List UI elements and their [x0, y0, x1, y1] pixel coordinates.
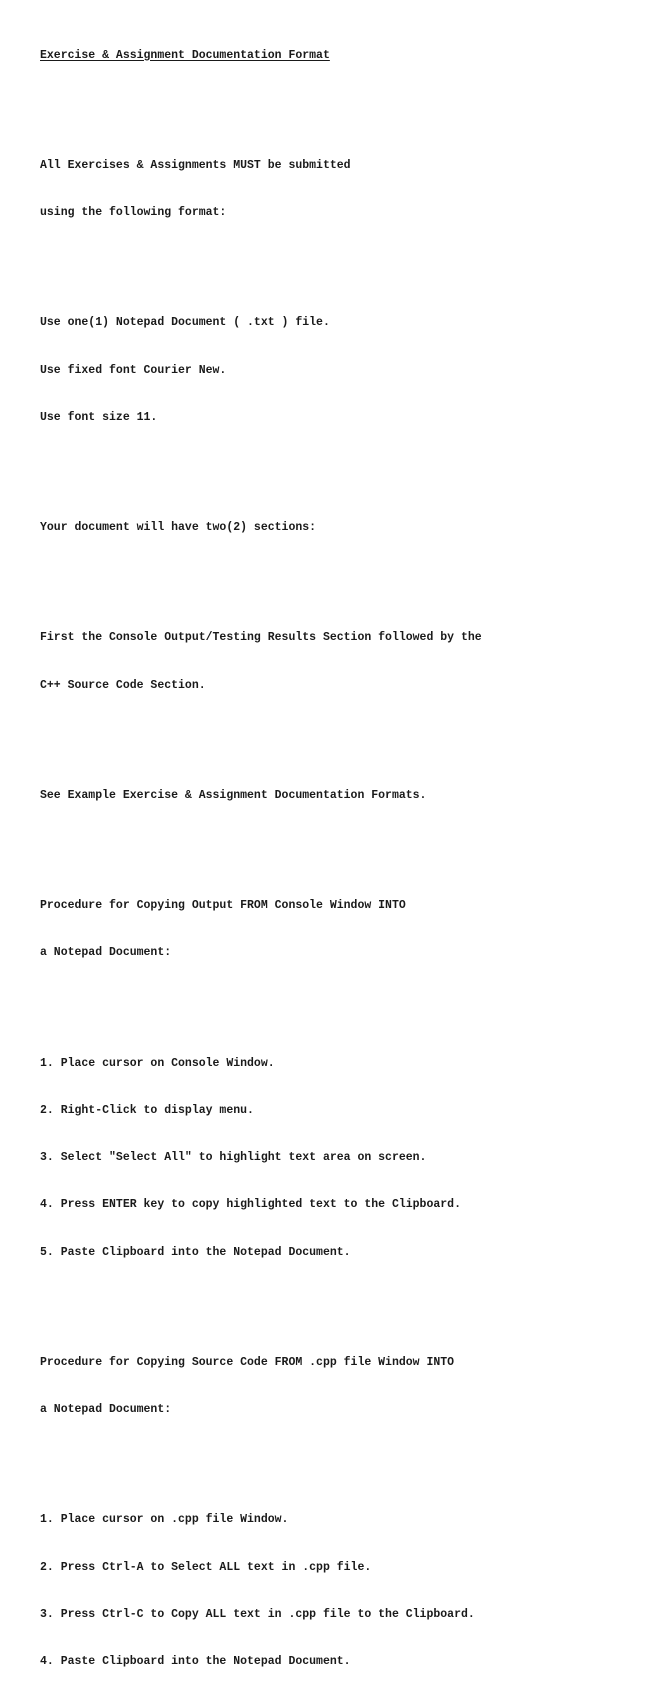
spacer [40, 1449, 482, 1465]
spacer [40, 567, 482, 583]
spacer [40, 835, 482, 851]
spacer [40, 252, 482, 268]
intro-line: All Exercises & Assignments MUST be submitted [40, 158, 351, 172]
console-procedure-heading: Procedure for Copying Output FROM Console Window INTO [40, 899, 406, 912]
section-order-line: C++ Source Code Section. [40, 678, 206, 692]
source-procedure-step: 2. Press Ctrl-A to Select ALL text in .cpp file. [40, 1560, 372, 1574]
format-rule: Use font size 11. [40, 410, 158, 424]
console-procedure-step: 1. Place cursor on Console Window. [40, 1056, 275, 1070]
spacer [40, 457, 482, 473]
sections-line: Your document will have two(2) sections: [40, 521, 317, 534]
document-body [40, 16, 482, 1686]
console-procedure-step: 3. Select "Select All" to highlight text area on screen. [40, 1151, 427, 1164]
intro-line: using the following format: [40, 206, 227, 219]
console-procedure-step: 2. Right-Click to display menu. [40, 1103, 254, 1117]
document-title: Exercise & Assignment Documentation Format [40, 48, 330, 62]
source-procedure-step: 3. Press Ctrl-C to Copy ALL text in .cpp file to the Clipboard. [40, 1607, 475, 1621]
format-rule: Use one(1) Notepad Document ( .txt ) file. [40, 316, 330, 330]
source-procedure-step: 4. Paste Clipboard into the Notepad Document. [40, 1655, 351, 1668]
source-procedure-heading: a Notepad Document: [40, 1403, 172, 1416]
spacer [40, 725, 482, 741]
console-procedure-step: 5. Paste Clipboard into the Notepad Document. [40, 1245, 351, 1259]
console-procedure-step: 4. Press ENTER key to copy highlighted text to the Clipboard. [40, 1198, 461, 1212]
format-rule: Use fixed font Courier New. [40, 363, 227, 377]
spacer [40, 993, 482, 1009]
spacer [40, 1292, 482, 1308]
source-procedure-step: 1. Place cursor on .cpp file Window. [40, 1513, 289, 1527]
spacer [40, 95, 482, 111]
source-procedure-heading: Procedure for Copying Source Code FROM .cpp file Window INTO [40, 1355, 455, 1369]
section-order-line: First the Console Output/Testing Results Section followed by the [40, 631, 482, 645]
console-procedure-heading: a Notepad Document: [40, 946, 172, 960]
see-example-line: See Example Exercise & Assignment Documentation Formats. [40, 788, 427, 802]
